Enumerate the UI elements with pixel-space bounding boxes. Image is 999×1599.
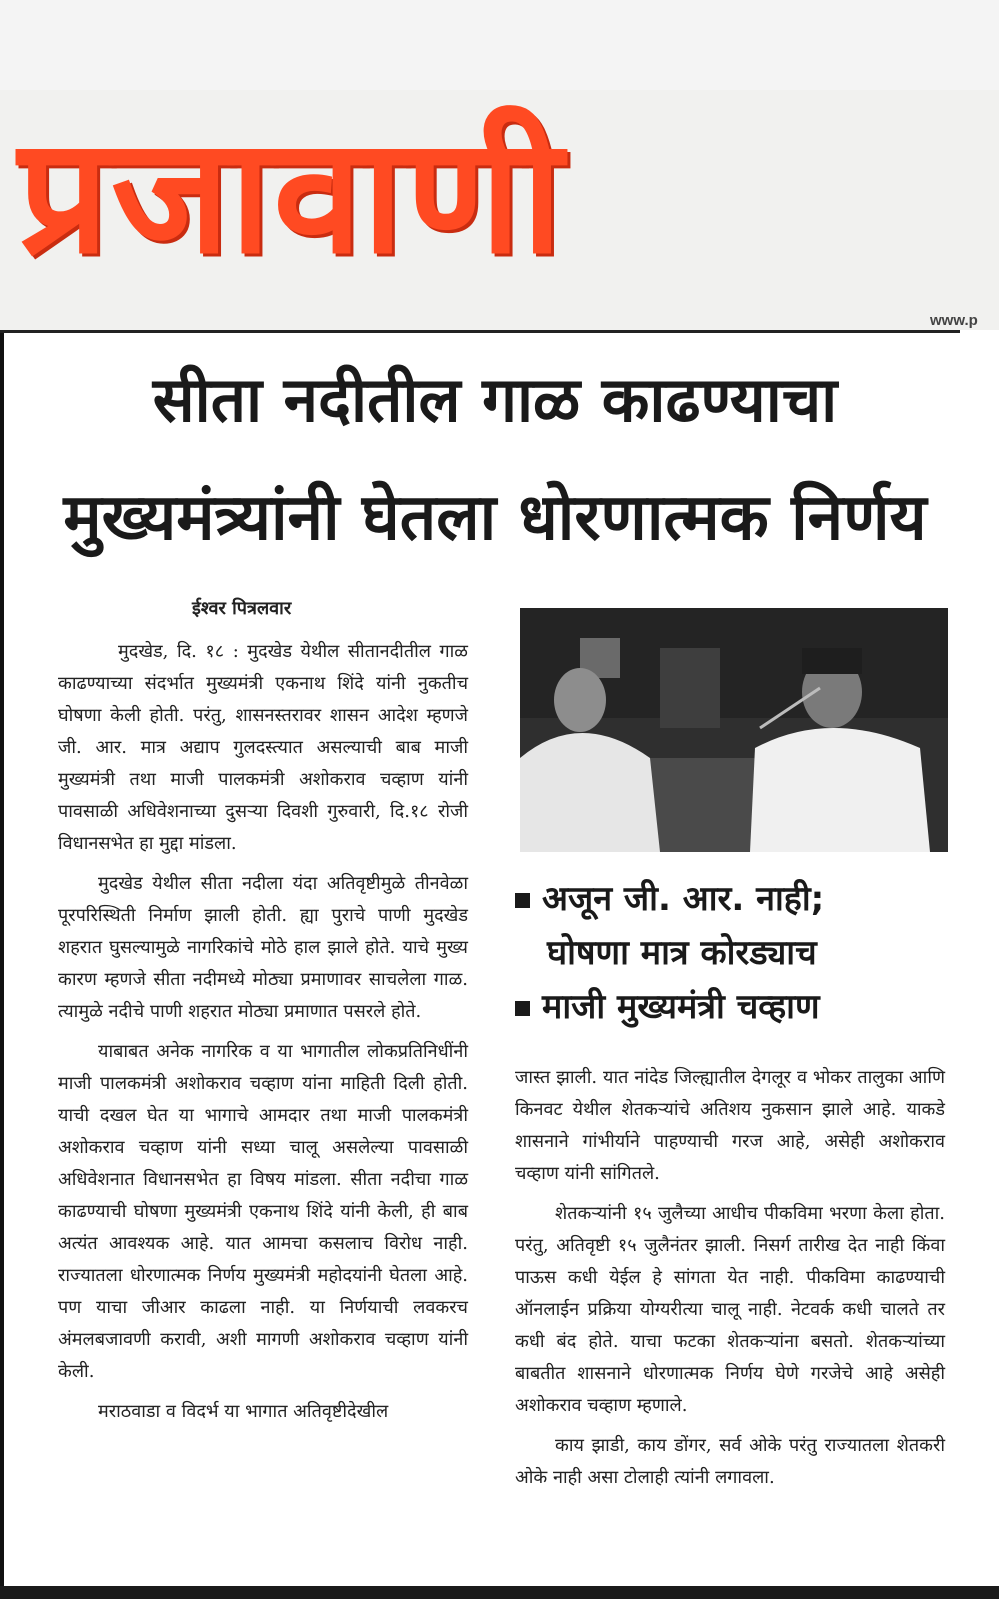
article-column-left — [58, 636, 468, 1436]
paragraph: काय झाडी, काय डोंगर, सर्व ओके परंतु राज्यातला शेतकरी ओके नाही असा टोलाही त्यांनी लगावला. — [515, 1435, 945, 1488]
subheading-line — [515, 872, 955, 926]
left-rule — [0, 333, 4, 1599]
paragraph: मुदखेड येथील सीता नदीला यंदा अतिवृष्टीमुळे तीनवेळा पूरपरिस्थिती निर्माण झाली होती. ह्या पुराचे पाणी मुदखेड शहरात घुसल्यामुळे नागरिकांचे मोठे हाल झाले होते. याचे मुख्य कारण म्हणजे सीता नदीमध्ये मोठ्या प्रमाणावर साचलेला गाळ. त्यामुळे नदीचे पाणी शहरात मोठ्या प्रमाणात पसरले होते. — [58, 873, 468, 1022]
subheading-text: माजी मुख्यमंत्री चव्हाण — [542, 987, 820, 1027]
subheading-line — [515, 980, 955, 1034]
article-column-right — [515, 1062, 945, 1502]
subheading-text: अजून जी. आर. नाही; — [542, 879, 825, 919]
news-photo — [520, 608, 948, 852]
headline-line-1: सीता नदीतील गाळ काढण्याचा — [152, 363, 838, 436]
subheading-block — [515, 872, 955, 1034]
paragraph: याबाबत अनेक नागरिक व या भागातील लोकप्रतिनिधींनी माजी पालकमंत्री अशोकराव चव्हाण यांना माहिती दिली होती. याची दखल घेत या भागाचे आमदार तथा माजी पालकमंत्री अशोकराव चव्हाण यांनी सध्या चालू असलेल्या पावसाळी अधिवेशनात विधानसभेत हा विषय मांडला. सीता नदीचा गाळ काढण्याची घोषणा मुख्यमंत्री एकनाथ शिंदे यांनी केली, ही बाब अत्यंत आवश्यक आहे. यात आमचा कसलाच विरोध नाही. राज्यातला धोरणात्मक निर्णय मुख्यमंत्री महोदयांनी घेतला आहे. पण याचा जीआर काढला नाही. या निर्णयाची लवकरच अंमलबजावणी करावी, अशी मागणी अशोकराव चव्हाण यांनी केली. — [58, 1041, 468, 1382]
paragraph: शेतकऱ्यांनी १५ जुलैच्या आधीच पीकविमा भरणा केला होता. परंतु, अतिवृष्टी १५ जुलैनंतर झाली. निसर्ग तारीख देत नाही किंवा पाऊस कधी येईल हे सांगता येत नाही. पीकविमा काढण्याची ऑनलाईन प्रक्रिया योग्यरीत्या चालू नाही. नेटवर्क कधी चालते तर कधी बंद होते. याचा फटका शेतकऱ्यांना बसतो. शेतकऱ्यांच्या बाबतीत शासनाने धोरणात्मक निर्णय घेणे गरजेचे आहे असेही अशोकराव चव्हाण म्हणाले. — [515, 1203, 945, 1416]
photo-illustration — [520, 608, 948, 852]
top-rule — [0, 330, 960, 333]
headline-line-2: मुख्यमंत्र्यांनी घेतला धोरणात्मक निर्णय — [63, 481, 927, 555]
paragraph: मराठवाडा व विदर्भ या भागात अतिवृष्टीदेखील — [98, 1401, 389, 1422]
paragraph: जास्त झाली. यात नांदेड जिल्ह्यातील देगलूर व भोकर तालुका आणि किनवट येथील शेतकऱ्यांचे अतिशय नुकसान झाले आहे. याकडे शासनाने गांभीर्याने पाहण्याची गरज आहे, असेही अशोकराव चव्हाण यांनी सांगितले. — [515, 1067, 945, 1184]
bottom-edge — [0, 1586, 999, 1599]
subheading-text: घोषणा मात्र कोरड्याच — [547, 933, 817, 973]
square-bullet-icon — [515, 893, 530, 908]
paragraph: मुदखेड, दि. १८ : मुदखेड येथील सीतानदीतील गाळ काढण्याच्या संदर्भात मुख्यमंत्री एकनाथ शिंदे यांनी नुकतीच घोषणा केली होती. परंतु, शासनस्तरावर शासन आदेश म्हणजे जी. आर. मात्र अद्याप गुलदस्त्यात असल्याची बाब माजी मुख्यमंत्री तथा माजी पालकमंत्री अशोकराव चव्हाण यांनी पावसाळी अधिवेशनाच्या दुसऱ्या दिवशी गुरुवारी, दि.१८ रोजी विधानसभेत हा मुद्दा मांडला. — [58, 641, 468, 854]
masthead-title: प्रजावाणी — [18, 102, 565, 289]
byline: ईश्वर पित्रलवार — [192, 598, 292, 619]
masthead-url: www.p — [930, 312, 978, 329]
square-bullet-icon — [515, 1001, 530, 1016]
page-top-margin — [0, 0, 999, 90]
